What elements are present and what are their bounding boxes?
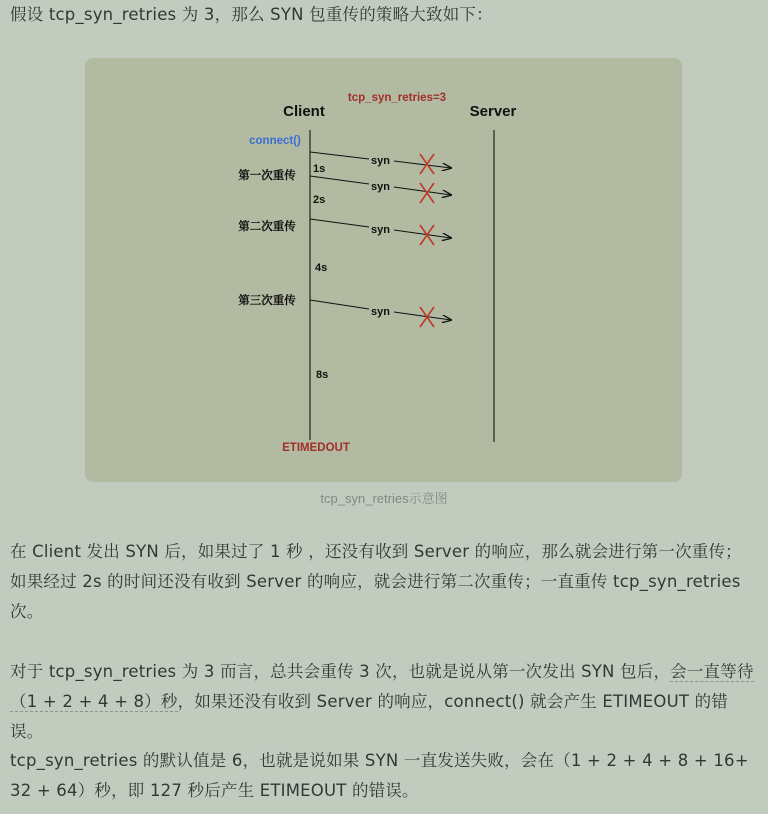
syn-arrow-3 [310,219,451,245]
paragraph-2-after: ，如果还没有收到 Server 的响应，connect() 就会产生 ETIMEOUT 的错误。 [10,692,728,741]
syn-arrow-2 [310,176,451,203]
syn-label-1: syn [371,155,390,167]
intro-text: 假设 tcp_syn_retries 为 3，那么 SYN 包重传的策略大致如下： [10,5,493,24]
retry-label-2: 第二次重传 [238,221,296,233]
diagram-title: tcp_syn_retries=3 [347,92,447,104]
retry-label-3: 第三次重传 [238,295,296,307]
diagram-caption: tcp_syn_retries示意图 [320,491,448,506]
paragraph-2-underlined: 会一直等待（1 + 2 + 4 + 8）秒 [10,662,754,711]
drop-cross-icon [420,183,434,203]
diagram-card [85,58,682,482]
syn-label-4: syn [371,306,390,318]
syn-label-3: syn [371,224,390,236]
retry-label-1: 第一次重传 [238,170,296,182]
interval-label-8s: 8s [316,369,329,381]
client-label: Client [283,103,325,120]
paragraph-1: 在 Client 发出 SYN 后，如果过了 1 秒 ，还没有收到 Server 的响应，那么就会进行第一次重传；如果经过 2s 的时间还没有收到 Server 的响应，就会进行第二次重传；一直重传 tcp_syn_retries 次。 [10,542,742,621]
paragraph-2-before: 对于 tcp_syn_retries 为 3 而言，总共会重传 3 次，也就是说从第一次发出 SYN 包后， [10,662,671,681]
interval-label-4s: 4s [315,262,328,274]
server-label: Server [469,103,517,120]
interval-label-2s: 2s [313,194,326,206]
tcp-syn-retries-diagram [85,58,682,482]
interval-label-1s: 1s [313,163,326,175]
syn-arrow-4 [310,300,451,327]
syn-label-2: syn [371,181,390,193]
paragraph-3: tcp_syn_retries 的默认值是 6，也就是说如果 SYN 一直发送失败，会在（1 + 2 + 4 + 8 + 16+ 32 + 64）秒，即 127 秒后产生 ETIMEOUT 的错误。 [10,751,749,800]
paragraph-2 [10,657,758,747]
connect-label: connect() [249,135,301,147]
syn-arrow-1 [310,152,451,174]
timeout-label: ETIMEDOUT [282,442,350,454]
